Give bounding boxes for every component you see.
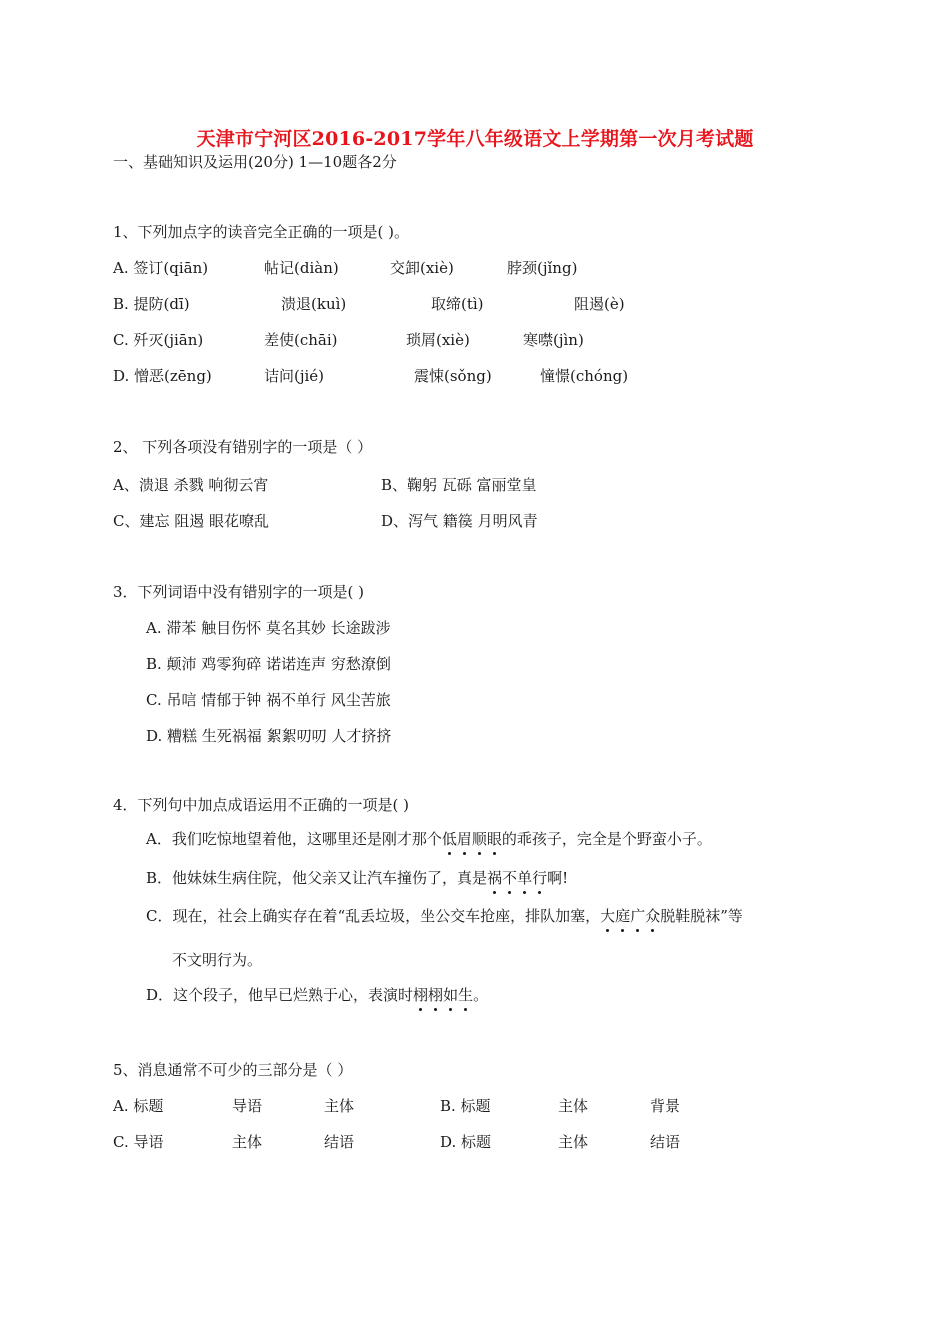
q4-option-c-continued: 不文明行为。 [172, 951, 263, 969]
q2-option-c: C、建忘 阻遏 眼花嘹乱 [113, 512, 270, 530]
q5-b-3: 背景 [650, 1097, 681, 1115]
q1-c-4: 寒噤(jìn) [523, 331, 584, 349]
q5-c-1: C. 导语 [113, 1133, 164, 1151]
q4-stem: 4．下列句中加点成语运用不正确的一项是( ) [113, 796, 410, 814]
q5-d-3: 结语 [650, 1133, 681, 1151]
q5-d-1: D. 标题 [440, 1133, 492, 1151]
q5-a-3: 主体 [324, 1097, 355, 1115]
q1-b-3: 取缔(tì) [431, 295, 484, 313]
q1-a-3: 交卸(xiè) [390, 259, 454, 277]
q5-a-1: A. 标题 [113, 1097, 164, 1115]
q5-b-2: 主体 [558, 1097, 589, 1115]
q4-option-c: C．现在，社会上确实存在着“乱丢垃圾，坐公交车抢座，排队加塞，大庭广众脱鞋脱袜”等 [146, 907, 743, 925]
q1-c-1: C. 歼灭(jiān) [113, 331, 204, 349]
q1-b-2: 溃退(kuì) [281, 295, 347, 313]
q5-b-1: B. 标题 [440, 1097, 491, 1115]
q1-d-2: 诘问(jié) [264, 367, 325, 385]
q1-c-3: 琐屑(xiè) [406, 331, 470, 349]
q2-stem: 2、 下列各项没有错别字的一项是（ ） [113, 438, 373, 456]
q3-option-c: C. 吊唁 情郁于钟 祸不单行 风尘苦旅 [146, 691, 391, 709]
q3-option-b: B. 颠沛 鸡零狗碎 诺诺连声 穷愁潦倒 [146, 655, 391, 673]
q3-option-a: A. 滞苯 触目伤怀 莫名其妙 长途跋涉 [146, 619, 391, 637]
q1-b-4: 阻遏(è) [574, 295, 625, 313]
exam-title: 天津市宁河区2016-2017学年八年级语文上学期第一次月考试题 [196, 128, 754, 150]
q1-a-1: A. 签订(qiān) [113, 259, 209, 277]
q1-d-3: 震悚(sǒng) [414, 367, 492, 385]
q4-option-b: B．他妹妹生病住院，他父亲又让汽车撞伤了，真是祸不单行啊! [146, 869, 569, 887]
q1-stem: 1、下列加点字的读音完全正确的一项是( )。 [113, 223, 410, 241]
q1-a-2: 帖记(diàn) [264, 259, 339, 277]
q5-c-3: 结语 [324, 1133, 355, 1151]
q4-option-d: D．这个段子，他早已烂熟于心，表演时栩栩如生。 [146, 986, 489, 1004]
q3-stem: 3．下列词语中没有错别字的一项是( ) [113, 583, 365, 601]
q2-option-a: A、溃退 杀戮 响彻云宵 [113, 476, 269, 494]
q1-d-4: 憧憬(chóng) [540, 367, 629, 385]
q3-option-d: D. 糟糕 生死祸福 絮絮叨叨 人才挤挤 [146, 727, 392, 745]
q2-option-b: B、鞠躬 瓦砾 富丽堂皇 [381, 476, 537, 494]
q2-option-d: D、泻气 籍篌 月明风青 [381, 512, 538, 530]
q5-d-2: 主体 [558, 1133, 589, 1151]
section-heading: 一、基础知识及运用(20分) 1—10题各2分 [113, 153, 397, 171]
q1-b-1: B. 提防(dī) [113, 295, 190, 313]
q1-a-4: 脖颈(jǐng) [507, 259, 578, 277]
q4-option-a: A．我们吃惊地望着他，这哪里还是刚才那个低眉顺眼的乖孩子，完全是个野蛮小子。 [146, 830, 712, 848]
q5-stem: 5、消息通常不可少的三部分是（ ） [113, 1061, 353, 1079]
q1-d-1: D. 憎恶(zēng) [113, 367, 212, 385]
q5-c-2: 主体 [232, 1133, 263, 1151]
q1-c-2: 差使(chāi) [264, 331, 338, 349]
q5-a-2: 导语 [232, 1097, 263, 1115]
